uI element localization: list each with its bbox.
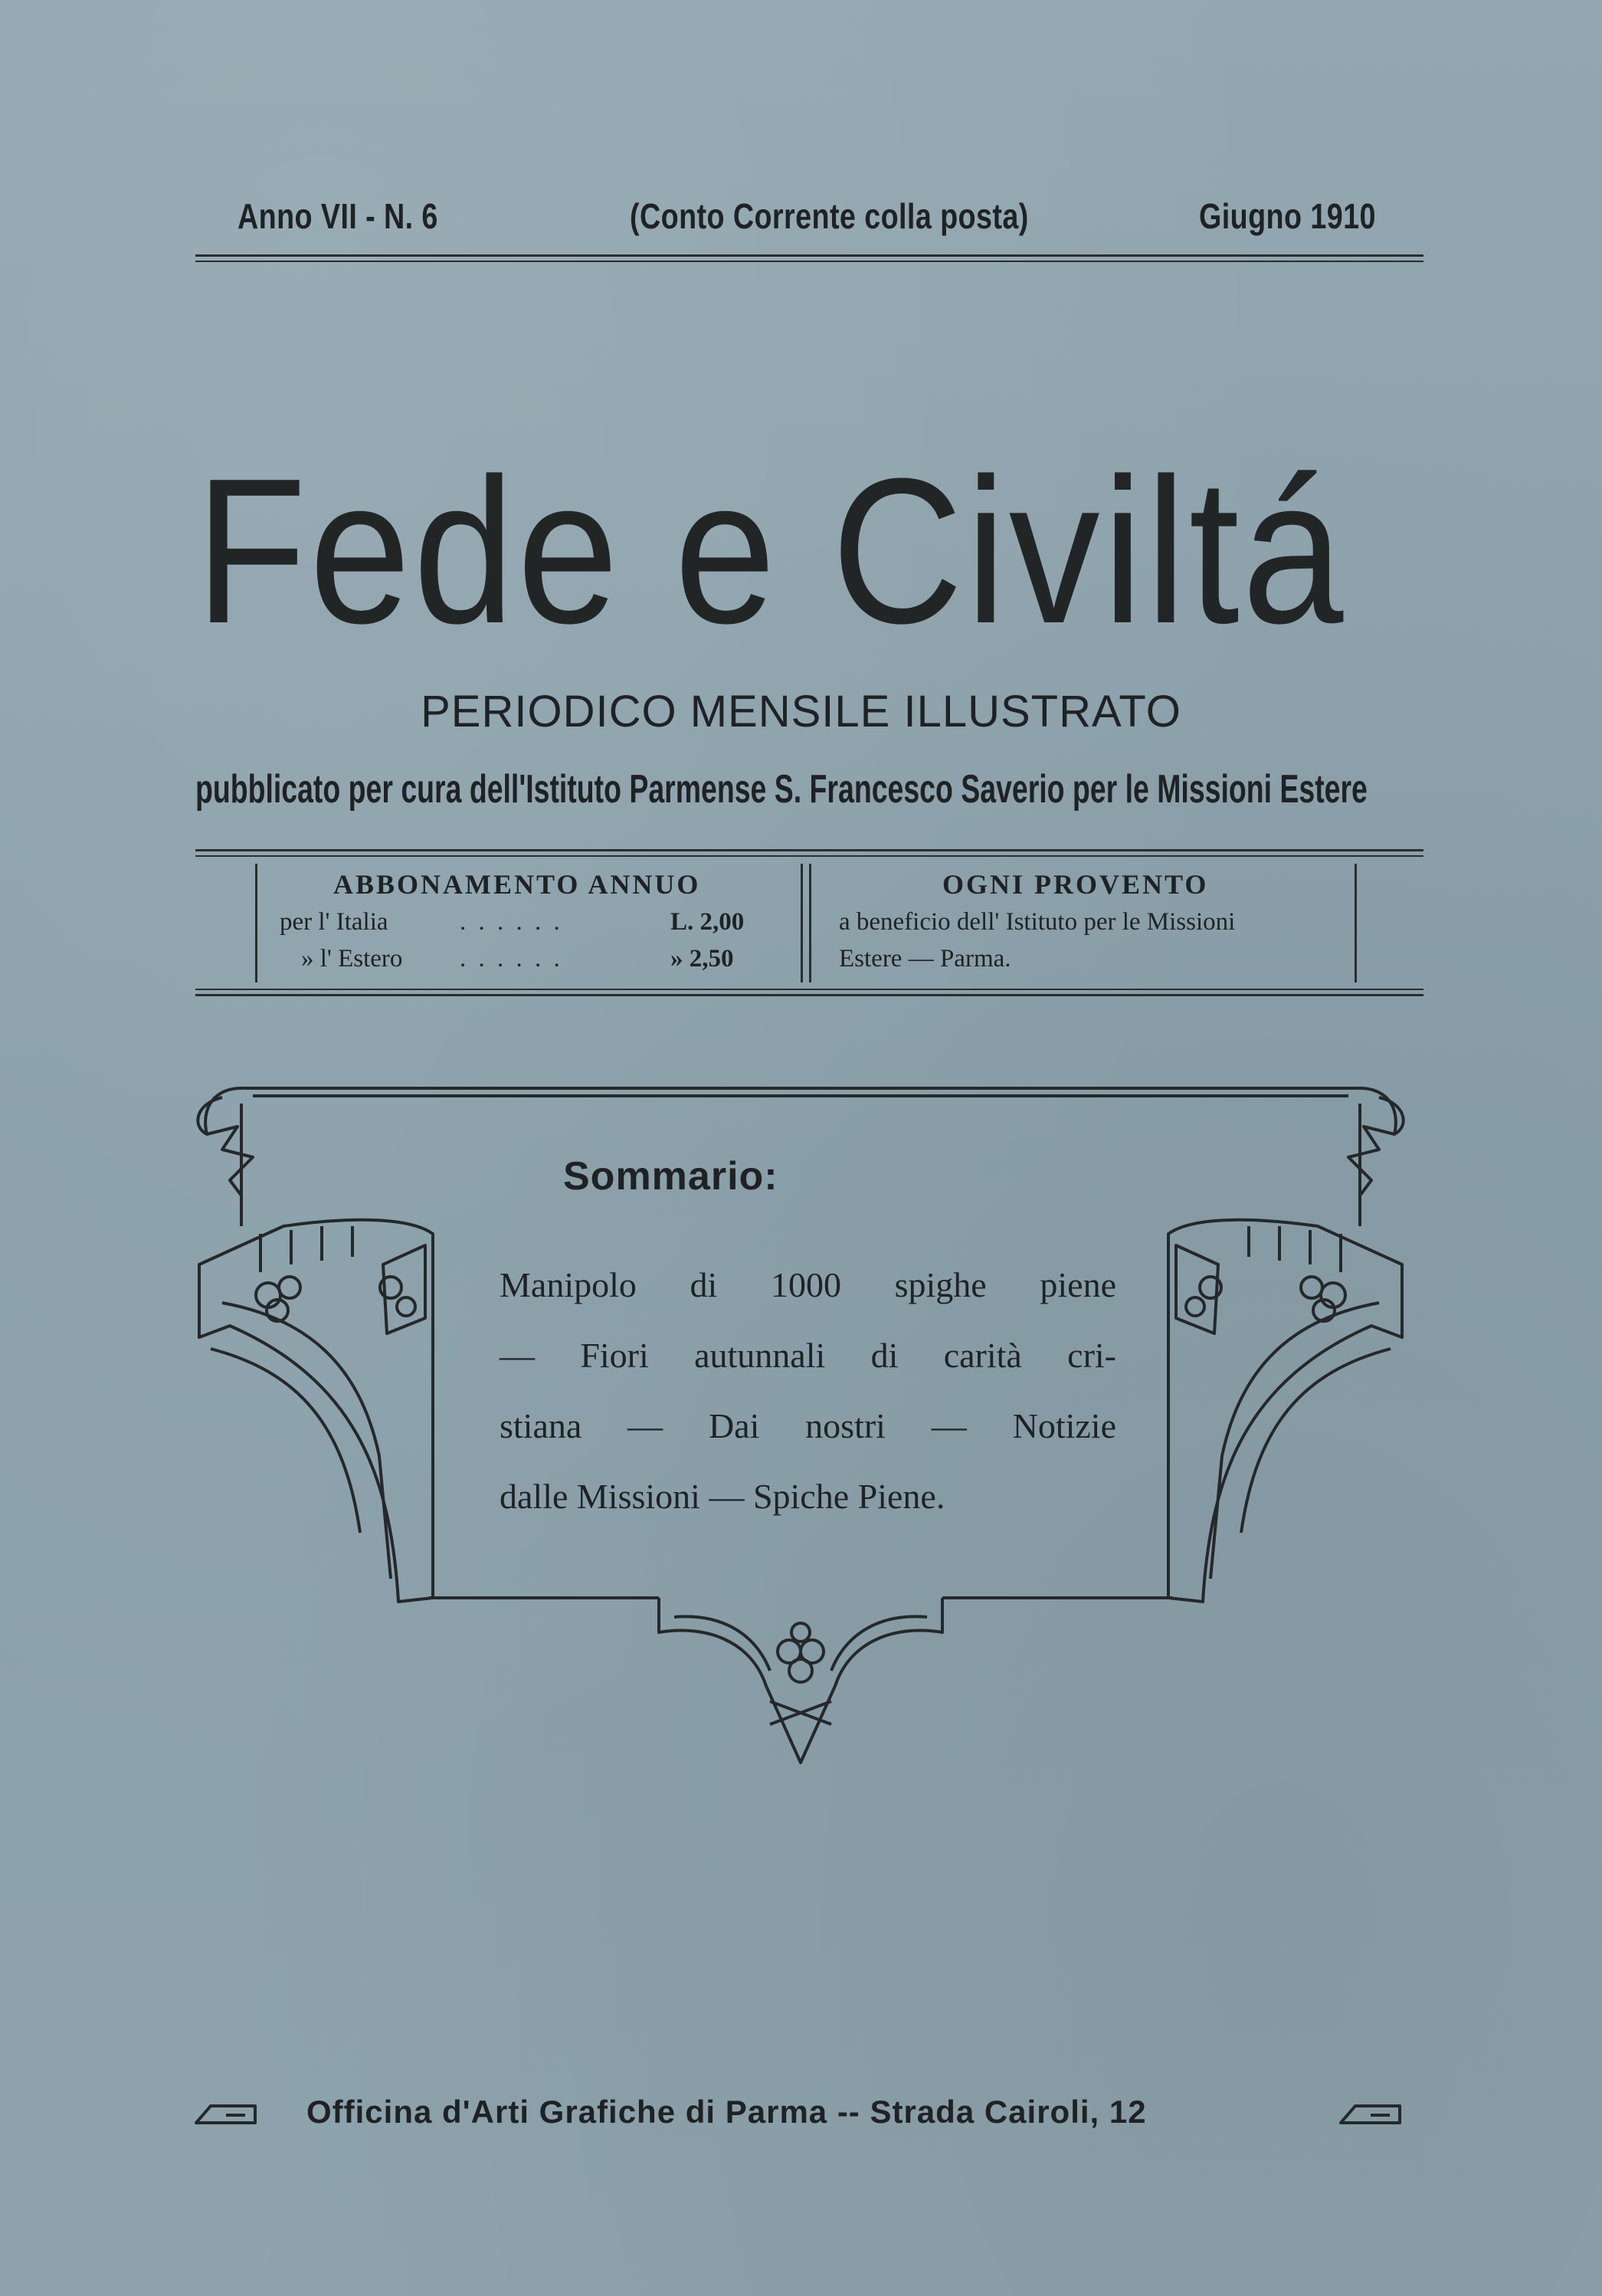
subscription-row-label: per l' Italia [280, 908, 388, 936]
subscription-row-label: » l' Estero [301, 945, 403, 973]
subscription-heading: ABBONAMENTO ANNUO [333, 869, 701, 900]
publisher-line: pubblicato per cura dell'Istituto Parmense S. Francesco Saverio per le Missioni Estere [195, 767, 1368, 812]
summary-line: dalle Missioni — Spiche Piene. [500, 1477, 945, 1516]
issue-number: Anno VII - N. 6 [238, 196, 438, 236]
summary-line: Manipolo di 1000 spighe piene [500, 1265, 1116, 1304]
issue-date: Giugno 1910 [1199, 196, 1376, 236]
summary-title: Sommario: [563, 1154, 778, 1199]
printer-imprint: Officina d'Arti Grafiche di Parma -- Strada Cairoli, 12 [306, 2094, 1147, 2130]
proceeds-heading: OGNI PROVENTO [942, 869, 1209, 900]
proceeds-line: Estere — Parma. [839, 945, 1011, 973]
subscription-row-dots: . . . . . . [460, 908, 563, 936]
subscription-row-price: L. 2,00 [670, 908, 745, 936]
subscription-row-dots: . . . . . . [460, 945, 563, 973]
magazine-title: Fede e Civiltá [195, 436, 1346, 667]
magazine-subtitle: PERIODICO MENSILE ILLUSTRATO [421, 687, 1181, 736]
summary-line: — Fiori autunnali di carità cri- [500, 1336, 1116, 1375]
summary-line: stiana — Dai nostri — Notizie [500, 1406, 1116, 1445]
proceeds-line: a beneficio dell' Istituto per le Missioni [839, 908, 1236, 936]
account-note: (Conto Corrente colla posta) [630, 196, 1029, 236]
subscription-row-price: » 2,50 [670, 945, 734, 973]
